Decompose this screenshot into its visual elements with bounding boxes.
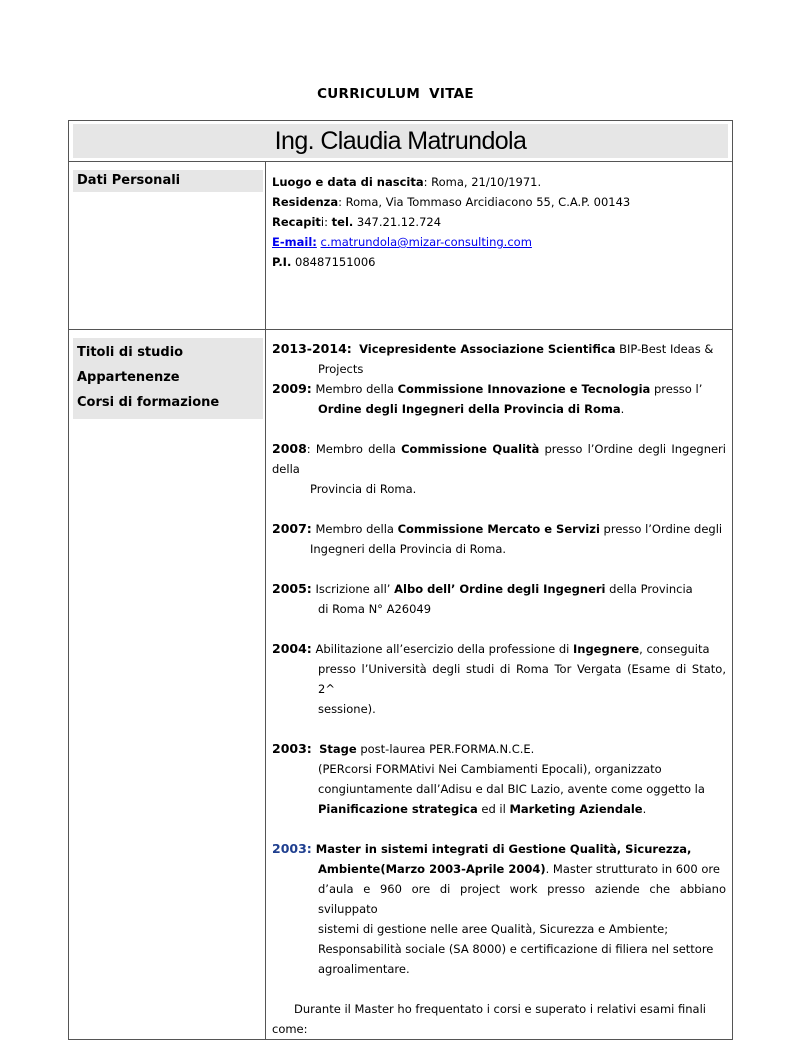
entry-2005: 2005: Iscrizione all’ Albo dell’ Ordine degli Ingegneri della Provincia di Roma N° A26049	[272, 581, 693, 616]
personal-data-label: Dati Personali	[73, 170, 263, 192]
name-band	[73, 124, 728, 158]
entry-2008: 2008: Membro della Commissione Qualità presso l’Ordine degli Ingegneri della Provincia di Roma.	[272, 441, 726, 496]
contacts-line: Recapiti: tel. 347.21.12.724	[272, 215, 442, 229]
name-header-cell	[69, 121, 733, 162]
master-courses-intro: Durante il Master ho frequentato i corsi e superato i relativi esami finali come:	[272, 1002, 706, 1036]
studies-content-cell	[266, 330, 733, 1040]
vat-line: P.I. 08487151006	[272, 255, 376, 269]
entry-2003-master: 2003: Master in sistemi integrati di Gestione Qualità, Sicurezza, Ambiente(Marzo 2003-Aprile 2004). Master strutturato in 600 ore d’aula e 960 ore di project work presso aziende che abbiano sviluppato sistemi di gestione nelle aree Qualità, Sicurezza e Ambiente; Responsabilità sociale (SA 8000) e certificazione di filiera nel settore agroalimentare.	[272, 841, 726, 976]
cv-table	[68, 120, 733, 1040]
email-link[interactable]: c.matrundola@mizar-consulting.com	[320, 235, 532, 249]
memberships-label: Appartenenze	[77, 370, 180, 385]
email-line[interactable]	[272, 232, 726, 252]
entry-2007: 2007: Membro della Commissione Mercato e Servizi presso l’Ordine degli Ingegneri della Provincia di Roma.	[272, 521, 723, 556]
entry-2009: 2009: Membro della Commissione Innovazione e Tecnologia presso l’ Ordine degli Ingegneri della Provincia di Roma.	[272, 381, 703, 416]
courses-label: Corsi di formazione	[77, 395, 220, 410]
entry-2013: 2013-2014: Vicepresidente Associazione Scientifica BIP-Best Ideas & Projects	[272, 341, 714, 376]
personal-data-cell	[266, 162, 733, 330]
entry-2004: 2004: Abilitazione all’esercizio della professione di Ingegnere, conseguita presso l’Università degli studi di Roma Tor Vergata (Esame di Stato, 2^ sessione).	[272, 641, 726, 716]
studies-label: Titoli di studio	[77, 345, 184, 360]
email-label[interactable]: E-mail:	[272, 235, 317, 249]
document-title: CURRICULUM VITAE	[317, 86, 474, 102]
birth-line: Luogo e data di nascita: Roma, 21/10/1971.	[272, 175, 542, 189]
personal-label-cell	[69, 162, 266, 330]
candidate-name: Ing. Claudia Matrundola	[274, 126, 527, 155]
studies-label-block	[73, 338, 263, 419]
residence-line: Residenza: Roma, Via Tommaso Arcidiacono 55, C.A.P. 00143	[272, 195, 631, 209]
entry-2003-stage: 2003: Stage post-laurea PER.FORMA.N.C.E. (PERcorsi FORMAtivi Nei Cambiamenti Epocali), organizzato congiuntamente dall’Adisu e dal BIC Lazio, avente come oggetto la Pianificazione strategica ed il Marketing Aziendale.	[272, 741, 705, 816]
studies-label-cell	[69, 330, 266, 1040]
